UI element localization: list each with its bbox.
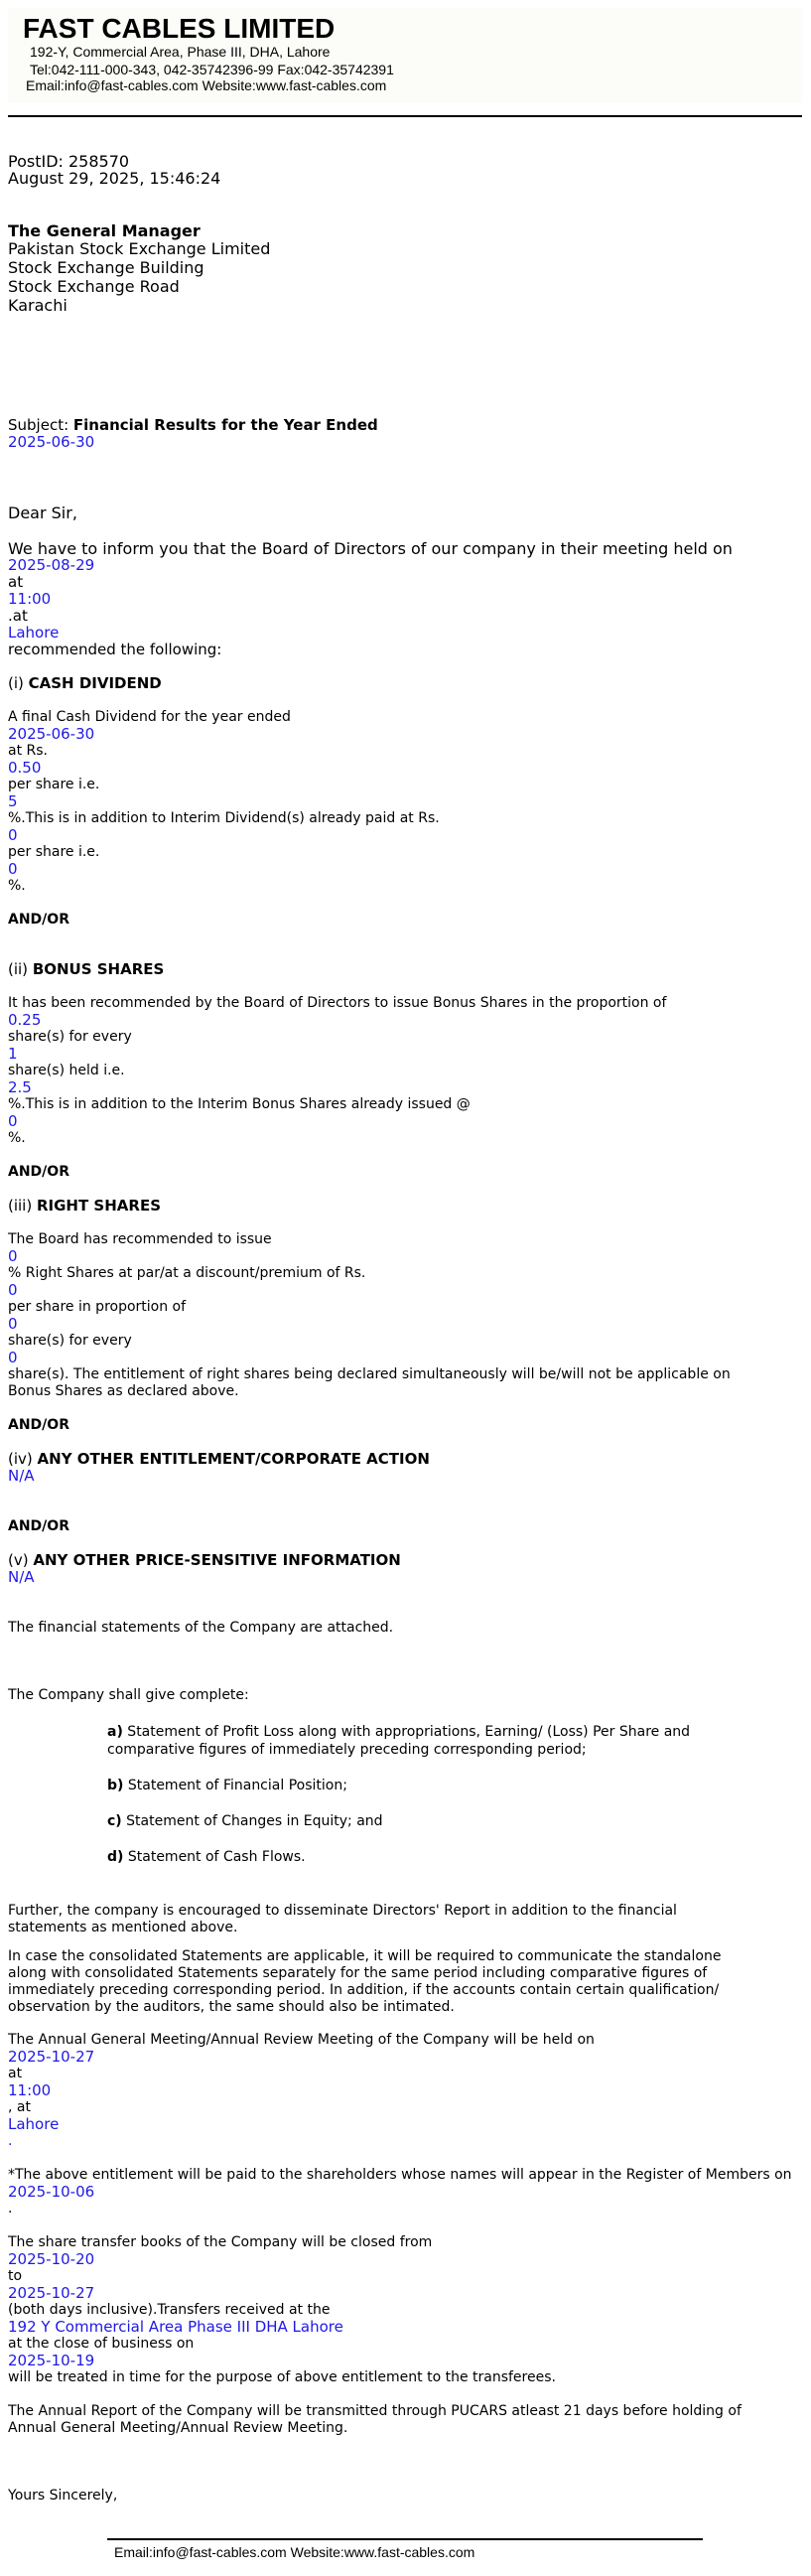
agm-text: The Annual General Meeting/Annual Review Meeting of the Company will be held on — [8, 2032, 595, 2048]
cash-dividend-percent: 5 — [8, 792, 18, 810]
meeting-date: 2025-08-29 — [8, 556, 95, 574]
right-line-3: per share in proportion of — [8, 1299, 187, 1315]
bonus-proportion: 0.25 — [8, 1011, 42, 1029]
subject-prefix: Subject: — [8, 416, 73, 434]
consolidated-statements-note: In case the consolidated Statements are applicable, it will be required to communicate the standalone along with consolidated Statements separately for the same period including comparative figures of immediately preceding corresponding period. In addition, if the accounts contain certain qualification/ observation by the auditors, the same should also be intimated. — [8, 1948, 722, 2015]
meeting-place: Lahore — [8, 624, 60, 642]
footer-contact: Email:info@fast-cables.com Website:www.fast-cables.com — [114, 2544, 475, 2560]
bonus-held: share(s) held i.e. — [8, 1063, 125, 1078]
agm-place: Lahore — [8, 2115, 60, 2133]
statement-label: a) — [107, 1724, 123, 1740]
right-shares-heading — [8, 1198, 161, 1215]
right-premium: 0 — [8, 1281, 18, 1299]
bonus-interim-text: %.This is in addition to the Interim Bonus Shares already issued @ — [8, 1096, 471, 1112]
cash-dividend-amount: 0.50 — [8, 759, 42, 777]
company-shall-give: The Company shall give complete: — [8, 1687, 249, 1703]
agm-end: . — [8, 2133, 13, 2149]
andor-separator: AND/OR — [8, 1164, 69, 1180]
andor-separator: AND/OR — [8, 1518, 69, 1534]
cash-dividend-heading — [8, 675, 162, 692]
company-email-website: Email:info@fast-cables.com Website:www.fast-cables.com — [26, 77, 387, 93]
agm-at-label: at — [8, 2066, 23, 2081]
register-end: . — [8, 2201, 13, 2217]
cash-dividend-per-share: per share i.e. — [8, 777, 100, 792]
cash-dividend-at-rs: at Rs. — [8, 743, 48, 759]
cash-dividend-interim-text: %.This is in addition to Interim Dividend(s) already paid at Rs. — [8, 810, 440, 826]
statement-text: Statement of Changes in Equity; and — [121, 1813, 383, 1829]
right-percent: 0 — [8, 1247, 18, 1265]
bonus-line: It has been recommended by the Board of Directors to issue Bonus Shares in the proportion of — [8, 995, 667, 1011]
bonus-for-every: share(s) for every — [8, 1029, 132, 1045]
other-info-value: N/A — [8, 1568, 35, 1586]
financial-statements-attached: The financial statements of the Company are attached. — [8, 1620, 394, 1636]
right-every: 0 — [8, 1349, 18, 1366]
letterhead — [8, 8, 802, 103]
post-datetime: August 29, 2025, 15:46:24 — [8, 169, 221, 188]
statement-label: c) — [107, 1813, 122, 1829]
subject-text: Financial Results for the Year Ended — [72, 416, 378, 434]
book-closure-from: 2025-10-20 — [8, 2250, 95, 2268]
statement-text: Statement of Financial Position; — [123, 1778, 347, 1793]
statement-text: Statement of Cash Flows. — [123, 1849, 306, 1865]
cash-dividend-per-share-2: per share i.e. — [8, 844, 100, 860]
section-title: BONUS SHARES — [32, 960, 165, 978]
close-of-business-label: at the close of business on — [8, 2336, 195, 2352]
andor-separator: AND/OR — [8, 912, 69, 928]
further-directors-report: Further, the company is encouraged to disseminate Directors' Report in addition to the financial statements as mentioned above. — [8, 1903, 677, 1935]
book-closure-text: The share transfer books of the Company will be closed from — [8, 2234, 433, 2250]
signoff: Yours Sincerely, — [8, 2488, 118, 2504]
section-number: (iii) — [8, 1197, 37, 1215]
section-number: (ii) — [8, 960, 33, 978]
other-entitlement-heading — [8, 1451, 430, 1468]
subject-date: 2025-06-30 — [8, 433, 95, 451]
salutation: Dear Sir, — [8, 503, 77, 522]
register-text: *The above entitlement will be paid to the shareholders whose names will appear in the Register of Members on — [8, 2167, 792, 2183]
interim-dividend-amount: 0 — [8, 826, 18, 844]
footer-divider — [107, 2538, 703, 2540]
cash-dividend-line: A final Cash Dividend for the year ended — [8, 709, 291, 725]
agm-at-label-2: , at — [8, 2099, 31, 2115]
cash-dividend-pct-end: %. — [8, 878, 26, 894]
company-address: 192-Y, Commercial Area, Phase III, DHA, Lahore — [30, 44, 331, 60]
header-divider — [8, 115, 802, 117]
statement-item — [107, 1848, 762, 1866]
bonus-percent: 2.5 — [8, 1078, 32, 1096]
company-name: FAST CABLES LIMITED — [23, 13, 336, 44]
statement-item — [107, 1723, 762, 1759]
meeting-time: 11:00 — [8, 590, 52, 608]
statement-label: b) — [107, 1778, 124, 1793]
right-proportion: 0 — [8, 1315, 18, 1333]
book-closure-to-label: to — [8, 2268, 23, 2284]
right-line-4: share(s) for every — [8, 1333, 132, 1349]
recipient-title: The General Manager — [8, 221, 201, 240]
intro-text: We have to inform you that the Board of Directors of our company in their meeting held on — [8, 539, 733, 558]
bonus-every: 1 — [8, 1045, 18, 1063]
subject-line — [8, 417, 378, 434]
bonus-interim-percent: 0 — [8, 1112, 18, 1130]
right-line-5: share(s). The entitlement of right shares being declared simultaneously will be/will not be applicable on Bonus Shares as declared above. — [8, 1366, 731, 1399]
other-entitlement-value: N/A — [8, 1467, 35, 1485]
company-phone-fax: Tel:042-111-000-343, 042-35742396-99 Fax:042-35742391 — [30, 62, 394, 77]
bonus-shares-heading — [8, 961, 164, 978]
intro-tail: recommended the following: — [8, 641, 222, 658]
section-number: (v) — [8, 1551, 34, 1569]
book-closure-tail: will be treated in time for the purpose of above entitlement to the transferees. — [8, 2369, 556, 2385]
bonus-pct-end: %. — [8, 1130, 26, 1146]
book-closure-to: 2025-10-27 — [8, 2284, 95, 2302]
annual-report-note: The Annual Report of the Company will be transmitted through PUCARS atleast 21 days before holding of Annual General Meeting/Annual Review Meeting. — [8, 2403, 742, 2436]
transfer-address: 192 Y Commercial Area Phase III DHA Lahore — [8, 2318, 343, 2336]
statement-item — [107, 1777, 762, 1794]
register-date: 2025-10-06 — [8, 2183, 95, 2201]
right-line-2: % Right Shares at par/at a discount/premium of Rs. — [8, 1265, 366, 1281]
right-line-1: The Board has recommended to issue — [8, 1231, 272, 1247]
close-of-business-date: 2025-10-19 — [8, 2352, 95, 2369]
intro-at-label-2: .at — [8, 607, 28, 625]
section-title: ANY OTHER PRICE-SENSITIVE INFORMATION — [33, 1551, 401, 1569]
recipient-line-2: Stock Exchange Building — [8, 258, 204, 277]
post-id: PostID: 258570 — [8, 152, 130, 171]
other-info-heading — [8, 1552, 401, 1569]
agm-time: 11:00 — [8, 2081, 52, 2099]
statement-text: Statement of Profit Loss along with appropriations, Earning/ (Loss) Per Share and comparative figures of immediately preceding corresponding period; — [107, 1724, 691, 1758]
statement-label: d) — [107, 1849, 124, 1865]
book-closure-transfers: (both days inclusive).Transfers received at the — [8, 2302, 331, 2318]
agm-date: 2025-10-27 — [8, 2048, 95, 2066]
intro-at-label: at — [8, 573, 24, 591]
interim-dividend-percent: 0 — [8, 860, 18, 878]
recipient-line-1: Pakistan Stock Exchange Limited — [8, 239, 271, 258]
recipient-line-4: Karachi — [8, 296, 68, 315]
section-title: RIGHT SHARES — [36, 1197, 162, 1215]
statement-item — [107, 1812, 762, 1830]
section-number: (iv) — [8, 1450, 38, 1468]
recipient-line-3: Stock Exchange Road — [8, 277, 180, 296]
section-title: ANY OTHER ENTITLEMENT/CORPORATE ACTION — [37, 1450, 430, 1468]
section-title: CASH DIVIDEND — [28, 674, 162, 692]
cash-dividend-year-end: 2025-06-30 — [8, 725, 95, 743]
section-number: (i) — [8, 674, 29, 692]
andor-separator: AND/OR — [8, 1417, 69, 1433]
